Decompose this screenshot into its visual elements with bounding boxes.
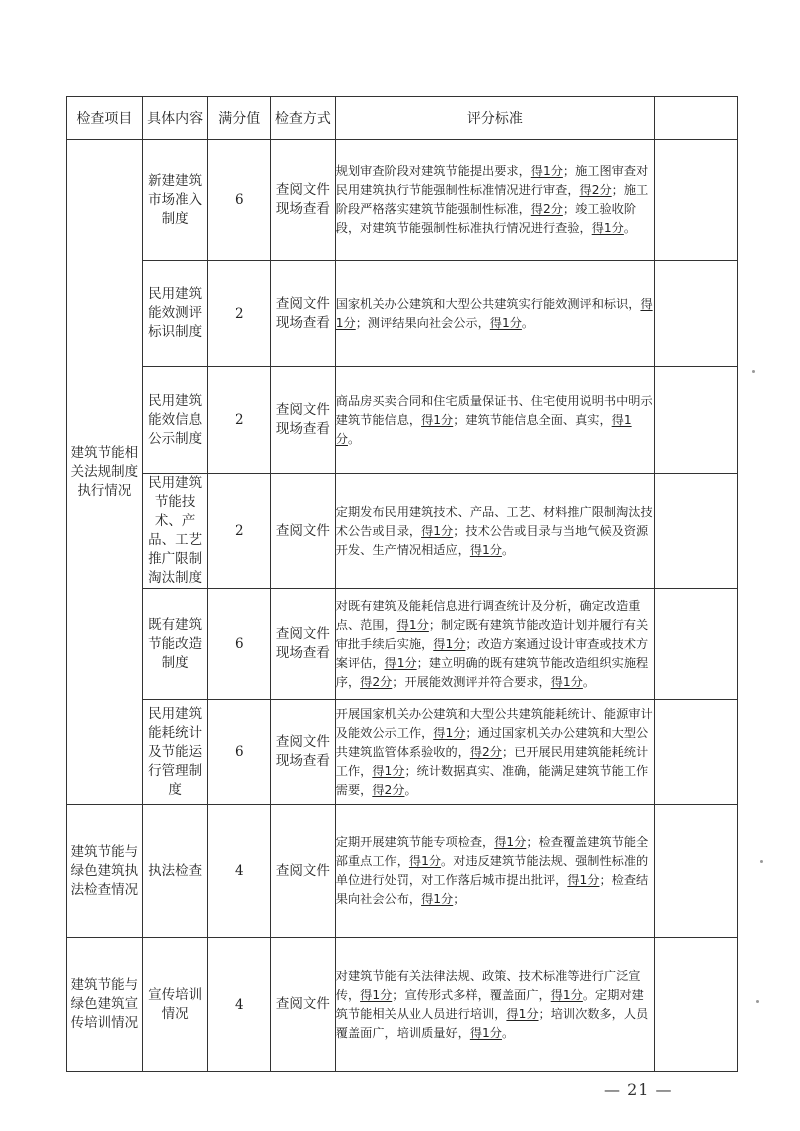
score-award-text: 得1分 bbox=[421, 412, 454, 427]
standard-text: 。 bbox=[404, 782, 417, 797]
score-award-text: 得1分 bbox=[408, 854, 442, 868]
standard-text: 定期开展建筑节能专项检查， bbox=[335, 835, 495, 849]
score-award-text: 得1分 bbox=[421, 523, 454, 538]
header-check-item: 检查项目 bbox=[67, 97, 143, 140]
score-award-text: 得2分 bbox=[530, 202, 563, 216]
content-cell: 执法检查 bbox=[142, 805, 208, 938]
score-award-text: 得1分 bbox=[433, 725, 466, 740]
table-row bbox=[67, 805, 738, 938]
category-cell: 建筑节能相关法规制度执行情况 bbox=[67, 140, 143, 805]
blank-cell bbox=[655, 140, 738, 261]
standard-text: 。 bbox=[623, 221, 637, 235]
standard-cell bbox=[335, 474, 654, 589]
standard-text: ；改造方案通过设计审查或技术方案评估， bbox=[335, 636, 649, 670]
standard-text: ；宣传形式多样，覆盖面广， bbox=[392, 987, 551, 1002]
score-cell: 4 bbox=[208, 938, 271, 1072]
score-award-text: 得1分 bbox=[550, 674, 583, 689]
score-award-text: 得2分 bbox=[372, 782, 405, 797]
score-award-text: 得1分 bbox=[550, 987, 583, 1002]
standard-text: ；建立明确的既有建筑节能改造组织实施程序， bbox=[335, 655, 649, 689]
score-award-text: 得1分 bbox=[384, 655, 417, 670]
scan-speck bbox=[760, 860, 763, 863]
content-cell: 宣传培训情况 bbox=[142, 938, 208, 1072]
blank-cell bbox=[655, 474, 738, 589]
standard-text: ；竣工验收阶段，对建筑节能强制性标准执行情况进行查验， bbox=[335, 202, 637, 235]
standard-text: 定期发布民用建筑技术、产品、工艺、材料推广限制淘汰技术公告或目录， bbox=[335, 504, 653, 538]
method-cell: 查阅文件现场查看 bbox=[271, 140, 336, 261]
score-award-text: 得1分 bbox=[372, 763, 405, 778]
standard-text: ；建筑节能信息全面、真实， bbox=[453, 412, 612, 427]
score-award-text: 得1分 bbox=[335, 412, 632, 446]
scan-speck bbox=[756, 1000, 759, 1003]
standard-text: ；统计数据真实、准确，能满足建筑节能工作需要， bbox=[335, 763, 649, 797]
blank-cell bbox=[655, 589, 738, 700]
score-award-text: 得2分 bbox=[469, 744, 502, 759]
standard-text: 。对违反建筑节能法规、强制性标准的单位进行处罚，对工作落后城市提出批评， bbox=[335, 854, 649, 887]
standard-text: 对既有建筑及能耗信息进行调查统计及分析，确定改造重点、范围， bbox=[335, 598, 641, 632]
content-cell: 新建建筑市场准入制度 bbox=[142, 140, 208, 261]
standard-cell bbox=[335, 261, 654, 367]
score-cell: 6 bbox=[208, 700, 271, 805]
score-award-text: 得1分 bbox=[489, 315, 522, 330]
method-cell: 查阅文件 bbox=[271, 474, 336, 589]
blank-cell bbox=[655, 367, 738, 474]
standard-cell bbox=[335, 589, 654, 700]
method-cell: 查阅文件现场查看 bbox=[271, 367, 336, 474]
standard-cell bbox=[335, 805, 654, 938]
score-award-text: 得1分 bbox=[530, 164, 563, 178]
score-cell: 4 bbox=[208, 805, 271, 938]
standard-cell bbox=[335, 938, 654, 1072]
score-award-text: 得1分 bbox=[396, 617, 429, 632]
scoring-table bbox=[66, 96, 738, 1072]
score-award-text: 得1分 bbox=[421, 892, 454, 906]
standard-text: ；检查结果向社会公布， bbox=[335, 873, 649, 906]
score-cell: 6 bbox=[208, 140, 271, 261]
standard-text: 。 bbox=[582, 674, 596, 689]
standard-text: 开展国家机关办公建筑和大型公共建筑能耗统计、能源审计及能效公示工作， bbox=[335, 706, 653, 740]
header-blank bbox=[655, 97, 738, 140]
score-award-text: 得1分 bbox=[494, 835, 527, 849]
score-award-text: 得1分 bbox=[433, 636, 466, 651]
score-award-text: 得1分 bbox=[469, 542, 502, 557]
header-check-method: 检查方式 bbox=[271, 97, 336, 140]
table-header-row bbox=[67, 97, 738, 140]
method-cell: 查阅文件现场查看 bbox=[271, 700, 336, 805]
method-cell: 查阅文件现场查看 bbox=[271, 261, 336, 367]
header-content: 具体内容 bbox=[142, 97, 208, 140]
standard-cell bbox=[335, 140, 654, 261]
standard-text: 。 bbox=[521, 315, 535, 330]
header-full-score: 满分值 bbox=[208, 97, 271, 140]
score-cell: 2 bbox=[208, 474, 271, 589]
standard-text: 。 bbox=[501, 1025, 515, 1040]
table-row bbox=[67, 261, 738, 367]
table-row bbox=[67, 367, 738, 474]
content-cell: 民用建筑能耗统计及节能运行管理制度 bbox=[142, 700, 208, 805]
header-scoring-standard: 评分标准 bbox=[335, 97, 654, 140]
standard-text: ； bbox=[453, 892, 466, 906]
blank-cell bbox=[655, 805, 738, 938]
table-row bbox=[67, 938, 738, 1072]
score-award-text: 得1分 bbox=[469, 1025, 502, 1040]
category-cell: 建筑节能与绿色建筑宣传培训情况 bbox=[67, 938, 143, 1072]
score-award-text: 得2分 bbox=[579, 183, 612, 197]
standard-text: ；通过国家机关办公建筑和大型公共建筑监管体系验收的， bbox=[335, 725, 649, 759]
standard-text: 商品房买卖合同和住宅质量保证书、住宅使用说明书中明示建筑节能信息， bbox=[335, 393, 653, 427]
standard-text: ；已开展民用建筑能耗统计工作， bbox=[335, 744, 649, 778]
method-cell: 查阅文件现场查看 bbox=[271, 589, 336, 700]
method-cell: 查阅文件 bbox=[271, 805, 336, 938]
standard-text: ；测评结果向社会公示， bbox=[355, 315, 490, 330]
category-cell: 建筑节能与绿色建筑执法检查情况 bbox=[67, 805, 143, 938]
table-row bbox=[67, 589, 738, 700]
score-cell: 2 bbox=[208, 367, 271, 474]
content-cell: 民用建筑节能技术、产品、工艺推广限制淘汰制度 bbox=[142, 474, 208, 589]
standard-text: 国家机关办公建筑和大型公共建筑实行能效测评和标识， bbox=[335, 296, 641, 311]
scan-speck bbox=[752, 370, 755, 373]
score-award-text: 得1分 bbox=[567, 873, 600, 887]
blank-cell bbox=[655, 700, 738, 805]
standard-text: ；制定既有建筑节能改造计划并履行有关审批手续后实施， bbox=[335, 617, 649, 651]
score-cell: 6 bbox=[208, 589, 271, 700]
score-award-text: 得1分 bbox=[506, 1006, 539, 1021]
standard-cell bbox=[335, 700, 654, 805]
standard-cell bbox=[335, 367, 654, 474]
blank-cell bbox=[655, 261, 738, 367]
blank-cell bbox=[655, 938, 738, 1072]
score-award-text: 得2分 bbox=[360, 674, 393, 689]
score-award-text: 得1分 bbox=[360, 987, 393, 1002]
method-cell: 查阅文件 bbox=[271, 938, 336, 1072]
content-cell: 既有建筑节能改造制度 bbox=[142, 589, 208, 700]
standard-text: 。定期对建筑节能相关从业人员进行培训， bbox=[335, 987, 644, 1021]
content-cell: 民用建筑能效信息公示制度 bbox=[142, 367, 208, 474]
standard-text: ；开展能效测评并符合要求， bbox=[392, 674, 551, 689]
standard-text: ；施工图审查对民用建筑执行节能强制性标准情况进行审查， bbox=[335, 164, 649, 197]
score-award-text: 得1分 bbox=[335, 296, 653, 330]
table-row bbox=[67, 140, 738, 261]
standard-text: ；检查覆盖建筑节能全部重点工作， bbox=[335, 835, 649, 868]
standard-text: 对建筑节能有关法律法规、政策、技术标准等进行广泛宣传， bbox=[335, 968, 641, 1002]
standard-text: 。 bbox=[501, 542, 515, 557]
standard-text: 。 bbox=[347, 431, 361, 446]
standard-text: ；施工阶段严格落实建筑节能强制性标准， bbox=[335, 183, 649, 216]
table-row bbox=[67, 474, 738, 589]
standard-text: ；培训次数多，人员覆盖面广，培训质量好， bbox=[335, 1006, 649, 1040]
standard-text: 规划审查阶段对建筑节能提出要求， bbox=[335, 164, 531, 178]
content-cell: 民用建筑能效测评标识制度 bbox=[142, 261, 208, 367]
page-number: — 21 — bbox=[604, 1080, 673, 1099]
standard-text: ；技术公告或目录与当地气候及资源开发、生产情况相适应， bbox=[335, 523, 649, 557]
table-row bbox=[67, 700, 738, 805]
score-cell: 2 bbox=[208, 261, 271, 367]
score-award-text: 得1分 bbox=[591, 221, 624, 235]
